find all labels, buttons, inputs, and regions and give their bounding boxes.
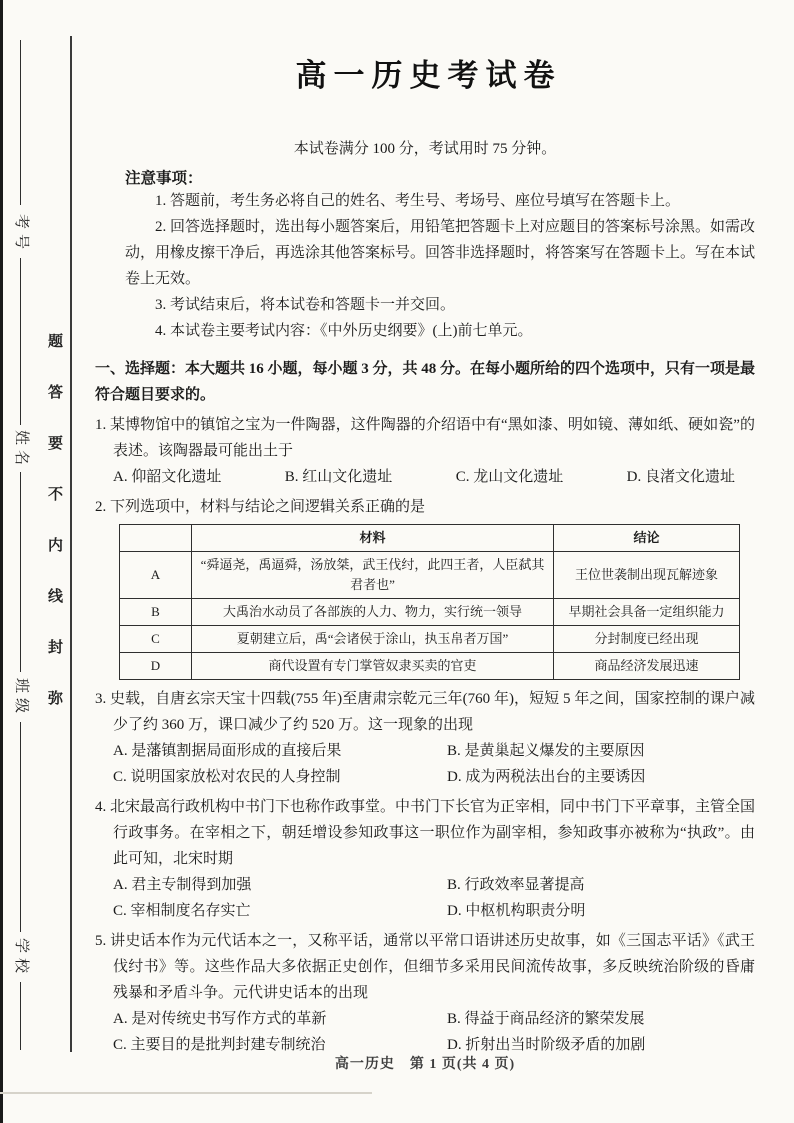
table-header-row: [120, 525, 740, 552]
option-b: B. 红山文化遗址: [284, 469, 393, 485]
table-row: [120, 599, 740, 626]
exam-info: 本试卷满分 100 分，考试用时 75 分钟。: [293, 141, 557, 157]
question-4-options: [95, 872, 755, 924]
field-label-class: 班级: [13, 678, 29, 719]
question-1-options: [95, 464, 755, 490]
option-c: C. 宰相制度名存实亡: [113, 903, 251, 919]
question-1: [95, 412, 755, 490]
option-d: D. 成为两税法出台的主要诱因: [447, 769, 646, 785]
blank-line: [20, 258, 21, 425]
field-label-school: 学校: [13, 938, 29, 979]
question-3: [95, 686, 755, 790]
row-material: 大禹治水动员了各部族的人力、物力，实行统一领导: [192, 599, 554, 626]
blank-line: [20, 722, 21, 932]
question-5-stem: 5. 讲史话本作为元代话本之一，又称平话，通常以平常口语讲述历史故事，如《三国志平话》《武王伐纣书》等。这些作品大多依据正史创作，但细节多采用民间流传故事，多反映统治阶级的昏庸残暴和矛盾斗争。元代讲史话本的出现: [95, 933, 755, 1001]
field-label-exam-number: 考号: [13, 214, 29, 255]
notice-title: 注意事项：: [125, 170, 203, 187]
blank-line: [20, 472, 21, 672]
option-a: A. 是对传统史书写作方式的革新: [113, 1011, 327, 1027]
row-conclusion: 王位世袭制出现瓦解迹象: [554, 552, 740, 599]
notice-item-4: 4. 本试卷主要考试内容：《中外历史纲要》(上)前七单元。: [155, 323, 533, 339]
option-a: A. 君主专制得到加强: [113, 877, 252, 893]
blank-line: [20, 40, 21, 205]
option-c: C. 龙山文化遗址: [455, 469, 564, 485]
row-material: 商代设置有专门掌管奴隶买卖的官吏: [192, 653, 554, 680]
question-4-stem: 4. 北宋最高行政机构中书门下也称作政事堂。中书门下长官为正宰相，同中书门下平章事，主管全国行政事务。在宰相之下，朝廷增设参知政事这一职位作为副宰相，参知政事亦被称为“执政”。由此可知，北宋时期: [95, 799, 756, 867]
option-b: B. 行政效率显著提高: [447, 877, 585, 893]
blank-line: [20, 982, 21, 1050]
scan-edge-left: [0, 0, 3, 1123]
header-material: 材料: [192, 525, 554, 552]
option-a: A. 是藩镇割据局面形成的直接后果: [113, 743, 342, 759]
question-1-stem: 1. 某博物馆中的镇馆之宝为一件陶器，这件陶器的介绍语中有“黑如漆、明如镜、薄如纸、硬如瓷”的表述。该陶器最可能出土于: [95, 417, 755, 459]
row-letter: B: [120, 599, 192, 626]
row-letter: C: [120, 626, 192, 653]
main-content: [95, 40, 755, 1058]
scan-fold-line: [0, 1092, 372, 1094]
table-row: [120, 552, 740, 599]
option-d: D. 良渚文化遗址: [626, 469, 735, 485]
table-row: [120, 626, 740, 653]
row-material: 夏朝建立后，禹“会诸侯于涂山，执玉帛者万国”: [192, 626, 554, 653]
option-b: B. 得益于商品经济的繁荣发展: [447, 1011, 645, 1027]
row-conclusion: 分封制度已经出现: [554, 626, 740, 653]
material-conclusion-table: [119, 524, 740, 680]
question-2-stem: 2. 下列选项中，材料与结论之间逻辑关系正确的是: [95, 499, 426, 515]
option-d: D. 折射出当时阶级矛盾的加剧: [447, 1037, 646, 1053]
page-title: 高一历史考试卷: [295, 58, 562, 93]
row-conclusion: 商品经济发展迅速: [554, 653, 740, 680]
table-row: [120, 653, 740, 680]
row-conclusion: 早期社会具备一定组织能力: [554, 599, 740, 626]
row-material: “舜逼尧，禹逼舜，汤放桀，武王伐纣，此四王者，人臣弑其君者也”: [192, 552, 554, 599]
option-a: A. 仰韶文化遗址: [113, 469, 222, 485]
notice-item-1: 1. 答题前，考生务必将自己的姓名、考生号、考场号、座位号填写在答题卡上。: [155, 193, 681, 209]
option-d: D. 中枢机构职责分明: [447, 903, 586, 919]
seal-rule: [70, 36, 72, 1052]
header-conclusion: 结论: [554, 525, 740, 552]
header-letter: [120, 525, 192, 552]
notice-item-2: 2. 回答选择题时，选出每小题答案后，用铅笔把答题卡上对应题目的答案标号涂黑。如需改动，用橡皮擦干净后，再选涂其他答案标号。回答非选择题时，将答案写在答题卡上。写在本试卷上无效。: [125, 219, 756, 287]
seal-margin: [6, 38, 36, 1052]
question-2: [95, 494, 755, 680]
section-title: 一、选择题：本大题共 16 小题，每小题 3 分，共 48 分。在每小题所给的四个选项中，只有一项是最符合题目要求的。: [95, 361, 756, 403]
question-5-options: [95, 1006, 755, 1058]
field-label-name: 姓名: [13, 430, 29, 471]
notice-item-3: 3. 考试结束后，将本试卷和答题卡一并交回。: [155, 297, 456, 313]
question-4: [95, 794, 755, 924]
option-b: B. 是黄巢起义爆发的主要原因: [447, 743, 645, 759]
option-c: C. 说明国家放松对农民的人身控制: [113, 769, 341, 785]
question-3-options: [95, 738, 755, 790]
option-c: C. 主要目的是批判封建专制统治: [113, 1037, 326, 1053]
question-3-stem: 3. 史载，自唐玄宗天宝十四载(755 年)至唐肃宗乾元三年(760 年)，短短 5 年之间，国家控制的课户减少了约 360 万，课口减少了约 520 万。这一现象的出现: [95, 691, 755, 733]
row-letter: D: [120, 653, 192, 680]
row-letter: A: [120, 552, 192, 599]
question-5: [95, 928, 755, 1058]
seal-line-text: 题答要不内线封弥: [46, 333, 62, 741]
page-footer: 高一历史 第 1 页(共 4 页): [334, 1057, 516, 1072]
